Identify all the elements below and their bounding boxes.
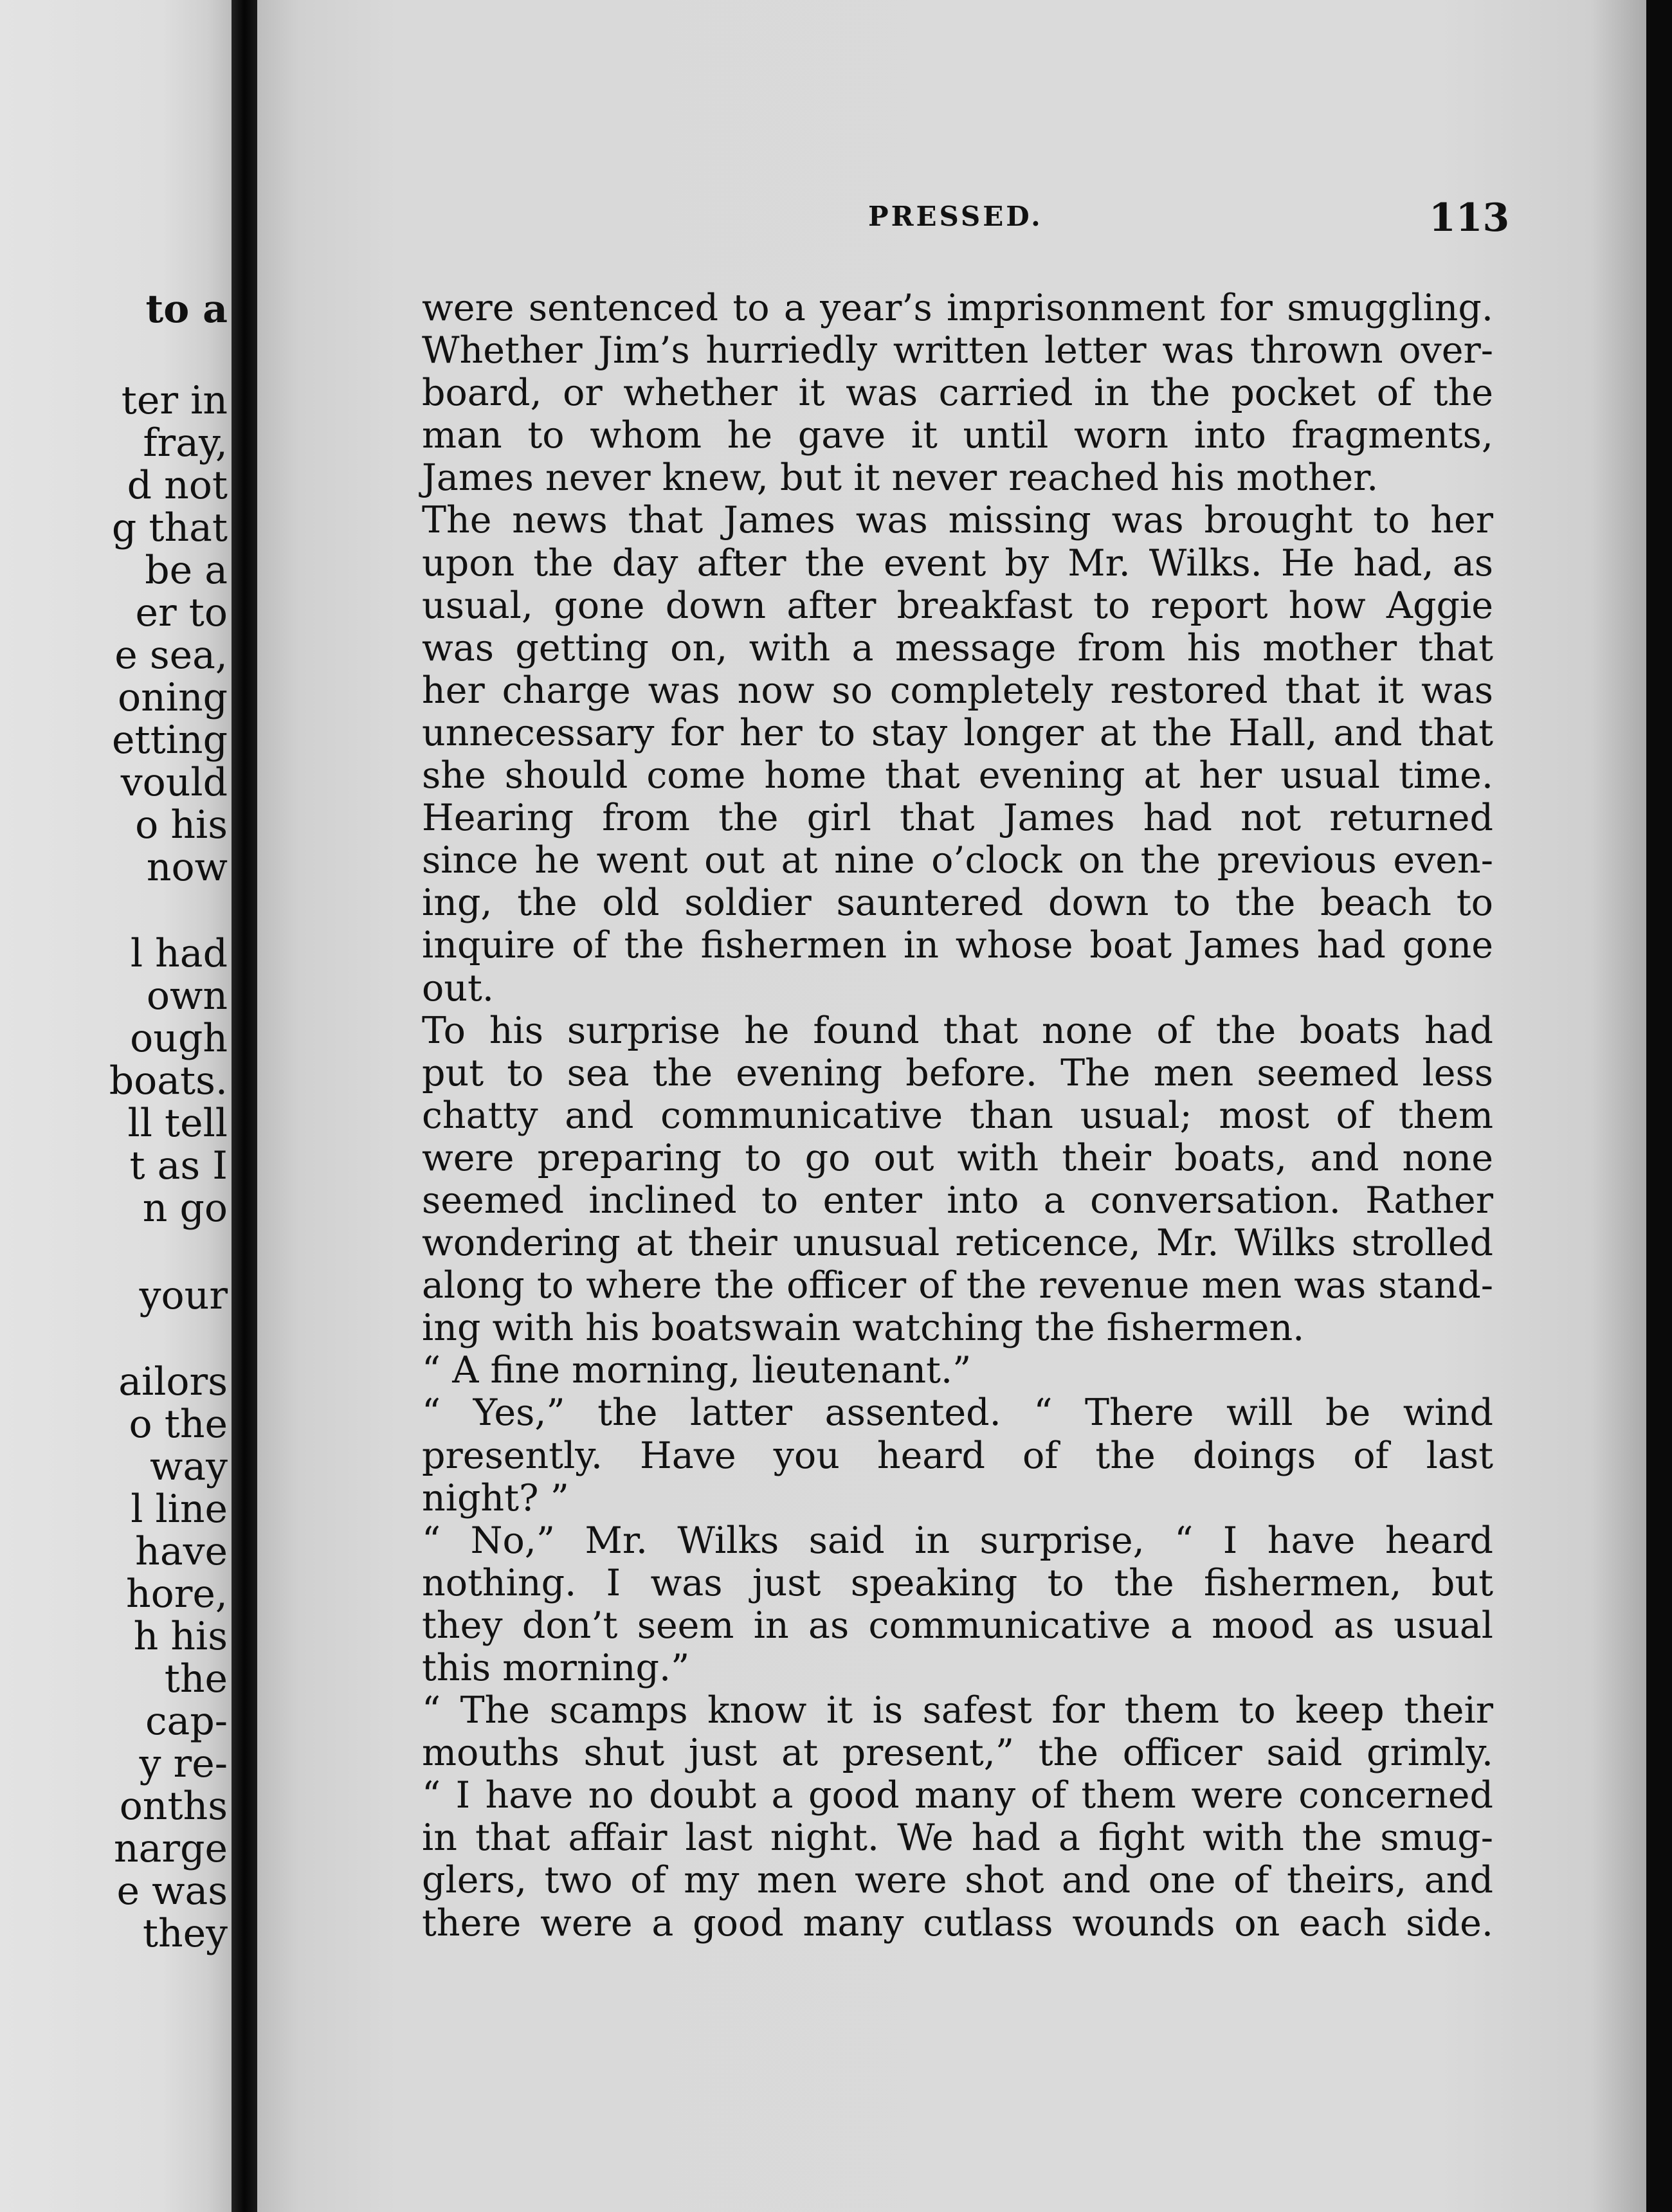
previous-page-line: now [146, 845, 228, 890]
previous-page-line: y re- [139, 1741, 228, 1786]
previous-page-line: oning [117, 675, 228, 720]
previous-page-fragment [0, 0, 232, 2212]
text-line: “ I have no doubt a good many of them were concerned [422, 1774, 1493, 1817]
text-line: they don’t seem in as communicative a mood as usual [422, 1604, 1493, 1647]
previous-page-line: ough [130, 1016, 228, 1061]
previous-page-line: ll tell [127, 1101, 228, 1146]
previous-page-line: your [139, 1273, 228, 1318]
text-line: “ A fine morning, lieutenant.” [422, 1349, 972, 1392]
previous-page-line: own [146, 974, 228, 1019]
text-line: she should come home that evening at her usual time. [422, 754, 1493, 797]
previous-page-line: vould [120, 760, 228, 805]
page-edge [1646, 0, 1672, 2212]
previous-page-line: ter in [121, 378, 228, 423]
text-line: there were a good many cutlass wounds on each side. [422, 1901, 1493, 1945]
text-line: man to whom he gave it until worn into fragments, [422, 414, 1493, 457]
previous-page-line: er to [135, 590, 228, 635]
text-line: out. [422, 966, 495, 1010]
previous-page-line: boats. [109, 1058, 228, 1103]
previous-page-line: e sea, [114, 633, 228, 678]
text-line: her charge was now so completely restored that it was [422, 669, 1493, 712]
text-line: along to where the officer of the revenue men was stand- [422, 1264, 1493, 1307]
page-number: 113 [1429, 195, 1510, 240]
text-line: chatty and communicative than usual; most of them [422, 1094, 1493, 1137]
text-line: upon the day after the event by Mr. Wilks. He had, as [422, 541, 1493, 585]
text-line: James never knew, but it never reached his mother. [422, 457, 1379, 500]
previous-page-line: ailors [118, 1359, 228, 1404]
previous-page-line: etting [112, 718, 228, 763]
previous-page-line: g that [111, 505, 228, 550]
previous-page-line: t as I [129, 1143, 228, 1188]
text-line: inquire of the fishermen in whose boat James had gone [422, 924, 1493, 967]
text-line: was getting on, with a message from his mother that [422, 626, 1493, 669]
text-line: ing with his boatswain watching the fishermen. [422, 1307, 1305, 1350]
text-line: in that affair last night. We had a fight with the smug- [422, 1817, 1493, 1860]
text-line: nothing. I was just speaking to the fishermen, but [422, 1561, 1493, 1604]
text-line: “ Yes,” the latter assented. “ There will be wind [422, 1392, 1493, 1435]
previous-page-line: be a [145, 548, 228, 593]
text-line: mouths shut just at present,” the officer said grimly. [422, 1732, 1493, 1775]
body-text [422, 287, 1493, 1945]
previous-page-line: hore, [125, 1572, 228, 1617]
text-line: board, or whether it was carried in the pocket of the [422, 372, 1493, 415]
running-head: PRESSED. [868, 201, 1043, 232]
text-line: ing, the old soldier sauntered down to the beach to [422, 882, 1493, 925]
text-line: put to sea the evening before. The men seemed less [422, 1051, 1493, 1094]
text-line: glers, two of my men were shot and one of theirs, and [422, 1859, 1493, 1902]
previous-page-line: narge [113, 1826, 228, 1871]
previous-page-line: n go [142, 1186, 228, 1231]
previous-page-line: o his [135, 802, 228, 848]
previous-page-line: o the [129, 1402, 228, 1447]
previous-page-line: they [142, 1911, 228, 1956]
text-line: seemed inclined to enter into a conversation. Rather [422, 1179, 1493, 1222]
previous-page-line: the [164, 1656, 228, 1701]
text-line: Hearing from the girl that James had not returned [422, 797, 1493, 840]
previous-page-line: d not [127, 463, 228, 508]
text-line: To his surprise he found that none of the boats had [422, 1009, 1493, 1052]
text-line: since he went out at nine o’clock on the previous even- [422, 839, 1493, 882]
previous-page-line: have [135, 1529, 228, 1574]
previous-page-line: to a [145, 287, 228, 332]
text-line: usual, gone down after breakfast to report how Aggie [422, 584, 1493, 627]
text-line: unnecessary for her to stay longer at the Hall, and that [422, 711, 1493, 754]
text-line: night? ” [422, 1476, 569, 1519]
text-line: this morning.” [422, 1647, 690, 1689]
text-line: The news that James was missing was brought to her [422, 499, 1493, 542]
text-line: were preparing to go out with their boats, and none [422, 1136, 1493, 1179]
text-line: wondering at their unusual reticence, Mr. Wilks strolled [422, 1222, 1493, 1265]
previous-page-line: e was [116, 1869, 228, 1914]
text-line: “ No,” Mr. Wilks said in surprise, “ I have heard [422, 1519, 1493, 1562]
text-line: presently. Have you heard of the doings of last [422, 1434, 1493, 1477]
text-line: “ The scamps know it is safest for them to keep their [422, 1689, 1493, 1732]
previous-page-line: fray, [143, 421, 228, 466]
previous-page-line: way [149, 1444, 228, 1489]
book-gutter [232, 0, 257, 2212]
previous-page-line: onths [119, 1784, 228, 1829]
previous-page-line: h his [133, 1614, 228, 1659]
text-line: Whether Jim’s hurriedly written letter was thrown over- [422, 329, 1493, 372]
previous-page-line: cap- [145, 1699, 228, 1744]
previous-page-line: l had [130, 931, 228, 976]
previous-page-line: l line [131, 1487, 228, 1532]
text-line: were sentenced to a year’s imprisonment for smuggling. [422, 287, 1493, 329]
